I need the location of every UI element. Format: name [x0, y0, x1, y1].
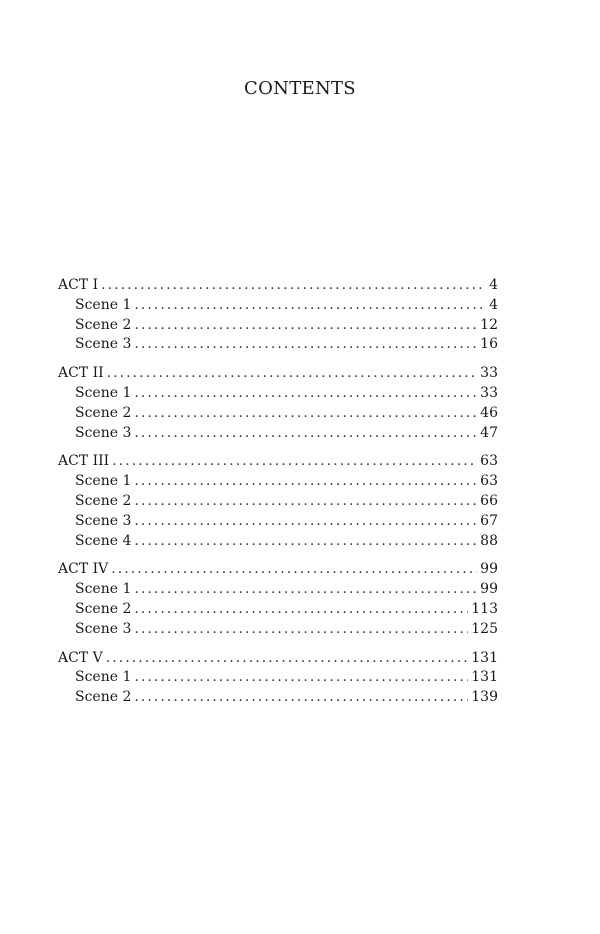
page-title: CONTENTS [244, 78, 356, 99]
toc-entry-scene[interactable] [58, 316, 498, 336]
entry-page-number: 139 [471, 689, 498, 706]
entry-label: Scene 1 [75, 669, 132, 686]
entry-page-number: 16 [480, 336, 498, 353]
entry-page-number: 47 [480, 424, 498, 441]
toc-entry-scene[interactable] [58, 404, 498, 424]
entry-page-number: 46 [480, 404, 498, 421]
dot-leader [101, 276, 486, 296]
entry-label: Scene 1 [75, 473, 132, 490]
toc-entry-act-3[interactable] [58, 452, 498, 472]
dot-leader [134, 492, 477, 512]
toc-entry-scene[interactable] [58, 335, 498, 355]
entry-page-number: 125 [471, 620, 498, 637]
toc-entry-scene[interactable] [58, 532, 498, 552]
entry-page-number: 99 [480, 561, 498, 578]
entry-page-number: 88 [480, 532, 498, 549]
entry-label: Scene 4 [75, 532, 132, 549]
entry-label: Scene 2 [75, 404, 132, 421]
dot-leader [134, 404, 477, 424]
toc-entry-scene[interactable] [58, 620, 498, 640]
toc-entry-scene[interactable] [58, 580, 498, 600]
entry-page-number: 4 [489, 296, 498, 313]
entry-label: ACT II [58, 365, 104, 382]
act-group [58, 452, 498, 551]
entry-label: Scene 2 [75, 316, 132, 333]
entry-page-number: 4 [489, 277, 498, 293]
entry-page-number: 113 [471, 600, 498, 617]
dot-leader [107, 364, 478, 384]
entry-page-number: 33 [480, 365, 498, 382]
entry-page-number: 33 [480, 384, 498, 401]
entry-label: Scene 3 [75, 620, 132, 637]
table-of-contents [58, 276, 498, 717]
dot-leader [134, 384, 477, 404]
entry-label: Scene 2 [75, 689, 132, 706]
dot-leader [134, 668, 468, 688]
entry-label: Scene 1 [75, 581, 132, 598]
entry-label: ACT III [58, 453, 110, 470]
toc-entry-act-2[interactable] [58, 364, 498, 384]
entry-page-number: 99 [480, 581, 498, 598]
dot-leader [134, 296, 486, 316]
dot-leader [134, 424, 477, 444]
toc-entry-act-5[interactable] [58, 649, 498, 669]
entry-label: Scene 2 [75, 492, 132, 509]
dot-leader [134, 512, 477, 532]
dot-leader [106, 649, 469, 669]
toc-entry-scene[interactable] [58, 384, 498, 404]
entry-page-number: 67 [480, 512, 498, 529]
dot-leader [134, 472, 477, 492]
entry-label: Scene 2 [75, 600, 132, 617]
act-group [58, 364, 498, 443]
entry-page-number: 131 [471, 669, 498, 686]
act-group [58, 276, 498, 355]
dot-leader [111, 560, 477, 580]
entry-label: Scene 3 [75, 336, 132, 353]
toc-entry-act-4[interactable] [58, 560, 498, 580]
entry-label: Scene 1 [75, 296, 132, 313]
entry-label: ACT V [58, 649, 103, 666]
entry-label: ACT I [58, 277, 99, 293]
entry-page-number: 131 [471, 649, 498, 666]
entry-label: ACT IV [58, 561, 109, 578]
toc-entry-scene[interactable] [58, 296, 498, 316]
entry-page-number: 63 [480, 473, 498, 490]
toc-entry-scene[interactable] [58, 668, 498, 688]
dot-leader [134, 688, 468, 708]
toc-entry-scene[interactable] [58, 472, 498, 492]
toc-entry-act-1[interactable] [58, 276, 498, 296]
dot-leader [134, 580, 477, 600]
entry-page-number: 66 [480, 492, 498, 509]
dot-leader [134, 600, 468, 620]
dot-leader [134, 532, 477, 552]
entry-label: Scene 3 [75, 424, 132, 441]
entry-page-number: 63 [480, 453, 498, 470]
toc-entry-scene[interactable] [58, 512, 498, 532]
toc-entry-scene[interactable] [58, 492, 498, 512]
entry-label: Scene 1 [75, 384, 132, 401]
act-group [58, 649, 498, 708]
toc-entry-scene[interactable] [58, 424, 498, 444]
dot-leader [134, 316, 477, 336]
dot-leader [112, 452, 477, 472]
entry-label: Scene 3 [75, 512, 132, 529]
entry-page-number: 12 [480, 316, 498, 333]
toc-entry-scene[interactable] [58, 600, 498, 620]
toc-entry-scene[interactable] [58, 688, 498, 708]
dot-leader [134, 620, 468, 640]
dot-leader [134, 335, 477, 355]
act-group [58, 560, 498, 639]
